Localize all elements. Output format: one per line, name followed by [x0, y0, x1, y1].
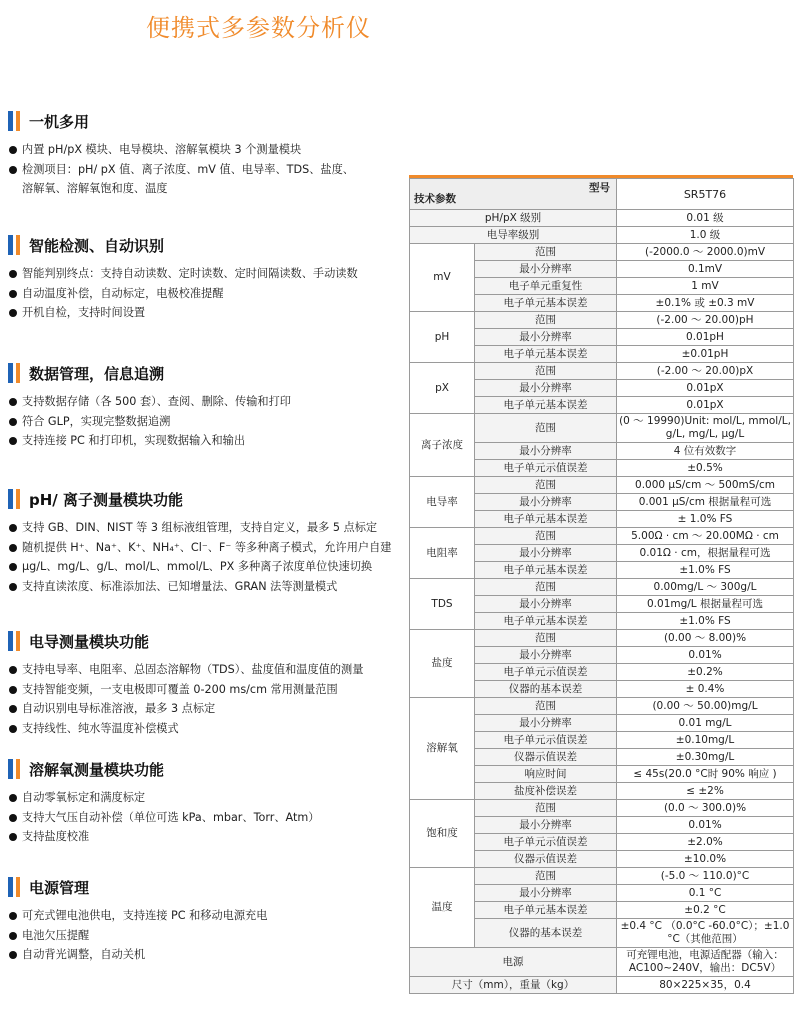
spec-value: 0.01% — [617, 647, 794, 664]
spec-row — [410, 868, 794, 885]
feature-item-text: 符合 GLP，实现完整数据追溯 — [22, 414, 171, 428]
feature-item — [8, 538, 403, 558]
feature-item-text: 自动识别电导标准溶液，最多 3 点标定 — [22, 702, 216, 716]
spec-row — [410, 312, 794, 329]
bullet-dot-icon — [9, 544, 17, 552]
spec-value: 5.00Ω · cm ～ 20.00MΩ · cm — [617, 528, 794, 545]
section-marker-blue — [8, 631, 13, 651]
feature-item — [8, 412, 403, 432]
spec-value: ±0.2 °C — [617, 902, 794, 919]
spec-group-name: 溶解氧 — [410, 698, 475, 800]
spec-param: 电子单元示值误差 — [475, 732, 617, 749]
feature-item-text: 自动温度补偿，自动标定，电极校准提醒 — [22, 286, 224, 300]
spec-row — [410, 414, 794, 443]
spec-value: 0.01mg/L 根据量程可选 — [617, 596, 794, 613]
feature-item-text: 内置 pH/pX 模块、电导模块、溶解氧模块 3 个测量模块 — [22, 143, 302, 156]
bullet-dot-icon — [9, 146, 17, 154]
spec-param: 电子单元基本误差 — [475, 562, 617, 579]
spec-param: 范围 — [475, 579, 617, 596]
bullet-dot-icon — [9, 563, 17, 571]
spec-value: (-2.00 ～ 20.00)pH — [617, 312, 794, 329]
spec-value: ≤ ±2% — [617, 783, 794, 800]
spec-header-row — [410, 179, 794, 210]
spec-param: 最小分辨率 — [475, 715, 617, 732]
spec-group-name: 电阻率 — [410, 528, 475, 579]
bullet-dot-icon — [9, 814, 17, 822]
section-marker-orange — [16, 877, 20, 897]
section-title: 数据管理，信息追溯 — [29, 364, 165, 383]
spec-value: ±0.01pH — [617, 346, 794, 363]
spec-value: ±0.30mg/L — [617, 749, 794, 766]
spec-value: 0.1mV — [617, 261, 794, 278]
spec-power-value: 可充锂电池，电源适配器（输入：AC100~240V，输出：DC5V） — [617, 948, 794, 977]
spec-param: 电子单元示值误差 — [475, 834, 617, 851]
spec-param: 范围 — [475, 414, 617, 443]
feature-item — [8, 945, 403, 965]
section-title: 电导测量模块功能 — [29, 632, 150, 651]
spec-param: 最小分辨率 — [475, 647, 617, 664]
feature-item — [8, 264, 403, 284]
feature-item — [8, 431, 403, 451]
spec-row-power — [410, 948, 794, 977]
section-marker-orange — [16, 363, 20, 383]
bullet-dot-icon — [9, 309, 17, 317]
spec-row — [410, 244, 794, 261]
spec-row — [410, 698, 794, 715]
feature-item — [8, 303, 403, 323]
feature-item — [8, 827, 403, 847]
feature-item — [8, 719, 403, 739]
spec-power-label: 电源 — [410, 948, 617, 977]
spec-row-value: 1.0 级 — [617, 227, 794, 244]
bullet-dot-icon — [9, 794, 17, 802]
feature-item-text: 支持直读浓度、标准添加法、已知增量法、GRAN 法等测量模式 — [22, 580, 338, 594]
feature-item — [8, 660, 403, 680]
feature-item — [8, 160, 403, 180]
spec-group-name: 温度 — [410, 868, 475, 948]
spec-value: ±1.0% FS — [617, 562, 794, 579]
spec-value: 0.000 μS/cm ～ 500mS/cm — [617, 477, 794, 494]
spec-value: 0.01 mg/L — [617, 715, 794, 732]
spec-param: 范围 — [475, 800, 617, 817]
bullet-dot-icon — [9, 666, 17, 674]
spec-value: ±10.0% — [617, 851, 794, 868]
spec-value: ±0.4 °C （0.0°C -60.0°C）；±1.0 °C（其他范围） — [617, 919, 794, 948]
spec-value: 0.001 μS/cm 根据量程可选 — [617, 494, 794, 511]
spec-value: 0.01pX — [617, 380, 794, 397]
section-header — [8, 234, 403, 256]
spec-value: (-2000.0 ～ 2000.0)mV — [617, 244, 794, 261]
bullet-dot-icon — [9, 705, 17, 713]
feature-item-text: 开机自检，支持时间设置 — [22, 306, 146, 320]
feature-items — [8, 518, 403, 597]
bullet-dot-icon — [9, 583, 17, 591]
spec-value: 0.01Ω · cm，根据量程可选 — [617, 545, 794, 562]
feature-items — [8, 140, 403, 199]
spec-param: 范围 — [475, 477, 617, 494]
spec-param: 仪器示值误差 — [475, 749, 617, 766]
spec-param: 最小分辨率 — [475, 329, 617, 346]
section-header — [8, 876, 403, 898]
spec-value: ±0.2% — [617, 664, 794, 681]
bullet-dot-icon — [9, 686, 17, 694]
spec-value: ± 1.0% FS — [617, 511, 794, 528]
spec-param: 最小分辨率 — [475, 817, 617, 834]
bullet-dot-icon — [9, 524, 17, 532]
feature-section — [8, 362, 403, 451]
feature-items — [8, 906, 403, 965]
section-marker-blue — [8, 111, 13, 131]
bullet-dot-icon — [9, 932, 17, 940]
spec-param: 最小分辨率 — [475, 545, 617, 562]
bullet-dot-icon — [9, 290, 17, 298]
spec-param: 范围 — [475, 312, 617, 329]
feature-section — [8, 758, 403, 847]
spec-value: (0.00 ～ 8.00)% — [617, 630, 794, 647]
spec-value: ±2.0% — [617, 834, 794, 851]
section-header — [8, 488, 403, 510]
spec-param: 电子单元重复性 — [475, 278, 617, 295]
section-marker-orange — [16, 235, 20, 255]
spec-row — [410, 363, 794, 380]
spec-value: ±0.1% 或 ±0.3 mV — [617, 295, 794, 312]
spec-value: (-5.0 ～ 110.0)°C — [617, 868, 794, 885]
spec-value: 4 位有效数字 — [617, 443, 794, 460]
bullet-dot-icon — [9, 725, 17, 733]
feature-item — [8, 906, 403, 926]
spec-row — [410, 579, 794, 596]
feature-items — [8, 660, 403, 739]
page-title: 便携式多参数分析仪 — [146, 14, 371, 42]
section-header — [8, 630, 403, 652]
spec-row — [410, 210, 794, 227]
section-marker-orange — [16, 759, 20, 779]
spec-value: 0.01% — [617, 817, 794, 834]
feature-item — [8, 518, 403, 538]
section-title: 智能检测、自动识别 — [29, 236, 165, 255]
spec-param: 电子单元基本误差 — [475, 511, 617, 528]
spec-param: 电子单元基本误差 — [475, 346, 617, 363]
bullet-dot-icon — [9, 833, 17, 841]
feature-item-text: 支持大气压自动补偿（单位可选 kPa、mbar、Torr、Atm） — [22, 810, 320, 824]
section-title: pH/ 离子测量模块功能 — [29, 490, 183, 509]
spec-size-label: 尺寸（mm），重量（kg） — [410, 977, 617, 994]
spec-param: 范围 — [475, 244, 617, 261]
spec-param: 电子单元示值误差 — [475, 664, 617, 681]
spec-group-name: pX — [410, 363, 475, 414]
spec-table — [409, 175, 793, 994]
feature-item-text: 自动零氧标定和满度标定 — [22, 791, 146, 804]
feature-item-text: 电池欠压提醒 — [22, 928, 90, 942]
header-diagonal-cell — [410, 179, 616, 209]
feature-item — [8, 788, 403, 808]
section-marker-blue — [8, 235, 13, 255]
spec-param: 范围 — [475, 698, 617, 715]
feature-item-text: 支持智能变频，一支电极即可覆盖 0-200 ms/cm 常用测量范围 — [22, 682, 338, 696]
spec-param: 仪器示值误差 — [475, 851, 617, 868]
spec-row — [410, 227, 794, 244]
feature-item-text: 可充式锂电池供电，支持连接 PC 和移动电源充电 — [22, 909, 268, 922]
section-header — [8, 758, 403, 780]
feature-items — [8, 392, 403, 451]
bullet-dot-icon — [9, 418, 17, 426]
feature-section — [8, 488, 403, 597]
header-model-label: 型号 — [589, 182, 610, 194]
spec-param: 响应时间 — [475, 766, 617, 783]
spec-value: 0.01pX — [617, 397, 794, 414]
feature-items — [8, 264, 403, 323]
spec-group-name: mV — [410, 244, 475, 312]
spec-row-label: pH/pX 级别 — [410, 210, 617, 227]
spec-value: (0.0 ～ 300.0)% — [617, 800, 794, 817]
spec-row-value: 0.01 级 — [617, 210, 794, 227]
spec-param: 最小分辨率 — [475, 596, 617, 613]
spec-row — [410, 477, 794, 494]
spec-value: (-2.00 ～ 20.00)pX — [617, 363, 794, 380]
feature-item-text: 随机提供 H⁺、Na⁺、K⁺、NH₄⁺、Cl⁻、F⁻ 等多种离子模式，允许用户自建 — [22, 540, 392, 554]
bullet-dot-icon — [9, 270, 17, 278]
bullet-dot-icon — [9, 166, 17, 174]
spec-group-name: 盐度 — [410, 630, 475, 698]
section-marker-orange — [16, 631, 20, 651]
spec-row — [410, 630, 794, 647]
section-marker-blue — [8, 363, 13, 383]
feature-section — [8, 876, 403, 965]
feature-item-text: 溶解氧、溶解氧饱和度、温度 — [22, 182, 168, 196]
spec-param: 最小分辨率 — [475, 885, 617, 902]
spec-param: 电子单元基本误差 — [475, 902, 617, 919]
feature-section — [8, 110, 403, 199]
feature-item — [8, 808, 403, 828]
spec-value: (0.00 ～ 50.00)mg/L — [617, 698, 794, 715]
feature-item-text: 支持数据存储（各 500 套）、查阅、删除、传输和打印 — [22, 395, 291, 408]
feature-items — [8, 788, 403, 847]
bullet-dot-icon — [9, 437, 17, 445]
spec-group-name: 离子浓度 — [410, 414, 475, 477]
spec-row-size — [410, 977, 794, 994]
feature-item — [8, 557, 403, 577]
feature-item — [8, 699, 403, 719]
section-marker-orange — [16, 111, 20, 131]
feature-item-text: 智能判别终点：支持自动读数、定时读数、定时间隔读数、手动读数 — [22, 267, 358, 280]
spec-param: 仪器的基本误差 — [475, 919, 617, 948]
feature-item-text: 自动背光调整，自动关机 — [22, 948, 146, 962]
spec-group-name: 电导率 — [410, 477, 475, 528]
spec-param: 最小分辨率 — [475, 494, 617, 511]
feature-item — [8, 680, 403, 700]
spec-value: ±1.0% FS — [617, 613, 794, 630]
spec-param: 电子单元基本误差 — [475, 613, 617, 630]
section-marker-blue — [8, 489, 13, 509]
feature-item-text: 支持电导率、电阻率、总固态溶解物（TDS）、盐度值和温度值的测量 — [22, 663, 364, 676]
feature-item-text: μg/L、mg/L、g/L、mol/L、mmol/L、PX 多种离子浓度单位快速切换 — [22, 560, 373, 574]
spec-param: 范围 — [475, 363, 617, 380]
feature-section — [8, 630, 403, 739]
section-marker-blue — [8, 759, 13, 779]
spec-size-value: 80×225×35，0.4 — [617, 977, 794, 994]
spec-param: 仪器的基本误差 — [475, 681, 617, 698]
feature-item-text: 支持盐度校准 — [22, 830, 90, 844]
spec-param: 电子单元基本误差 — [475, 295, 617, 312]
spec-header-diagonal — [410, 179, 617, 210]
feature-item — [8, 179, 403, 199]
model-number: SR5T76 — [617, 179, 794, 210]
section-title: 溶解氧测量模块功能 — [29, 760, 165, 779]
spec-value: 0.1 °C — [617, 885, 794, 902]
feature-item-text: 支持线性、纯水等温度补偿模式 — [22, 722, 179, 736]
spec-value: 1 mV — [617, 278, 794, 295]
section-title: 一机多用 — [29, 112, 90, 131]
feature-item — [8, 926, 403, 946]
spec-value: ±0.5% — [617, 460, 794, 477]
spec-row — [410, 528, 794, 545]
spec-param: 电子单元示值误差 — [475, 460, 617, 477]
spec-group-name: pH — [410, 312, 475, 363]
section-marker-orange — [16, 489, 20, 509]
spec-value: ≤ 45s(20.0 °C时 90% 响应 ) — [617, 766, 794, 783]
spec-param: 电子单元基本误差 — [475, 397, 617, 414]
section-title: 电源管理 — [29, 878, 90, 897]
feature-item — [8, 140, 403, 160]
spec-value: 0.00mg/L ～ 300g/L — [617, 579, 794, 596]
spec-value: ±0.10mg/L — [617, 732, 794, 749]
header-param-label: 技术参数 — [414, 193, 456, 205]
spec-param: 最小分辨率 — [475, 261, 617, 278]
bullet-dot-icon — [9, 951, 17, 959]
spec-group-name: 饱和度 — [410, 800, 475, 868]
spec-value: 0.01pH — [617, 329, 794, 346]
spec-param: 范围 — [475, 630, 617, 647]
spec-row-label: 电导率级别 — [410, 227, 617, 244]
feature-item — [8, 284, 403, 304]
spec-param: 最小分辨率 — [475, 380, 617, 397]
spec-value: ± 0.4% — [617, 681, 794, 698]
feature-section — [8, 234, 403, 323]
spec-param: 范围 — [475, 528, 617, 545]
spec-group-name: TDS — [410, 579, 475, 630]
section-marker-blue — [8, 877, 13, 897]
bullet-dot-icon — [9, 912, 17, 920]
section-header — [8, 362, 403, 384]
spec-param: 盐度补偿误差 — [475, 783, 617, 800]
spec-param: 范围 — [475, 868, 617, 885]
spec-value: (0 ～ 19990)Unit: mol/L, mmol/L, g/L, mg/L, μg/L — [617, 414, 794, 443]
feature-item-text: 支持 GB、DIN、NIST 等 3 组标液组管理，支持自定义，最多 5 点标定 — [22, 521, 378, 534]
feature-item-text: 检测项目：pH/ pX 值、离子浓度、mV 值、电导率、TDS、盐度、 — [22, 162, 354, 176]
spec-row — [410, 800, 794, 817]
feature-item-text: 支持连接 PC 和打印机，实现数据输入和输出 — [22, 434, 246, 448]
feature-item — [8, 392, 403, 412]
spec-param: 最小分辨率 — [475, 443, 617, 460]
section-header — [8, 110, 403, 132]
bullet-dot-icon — [9, 398, 17, 406]
feature-item — [8, 577, 403, 597]
